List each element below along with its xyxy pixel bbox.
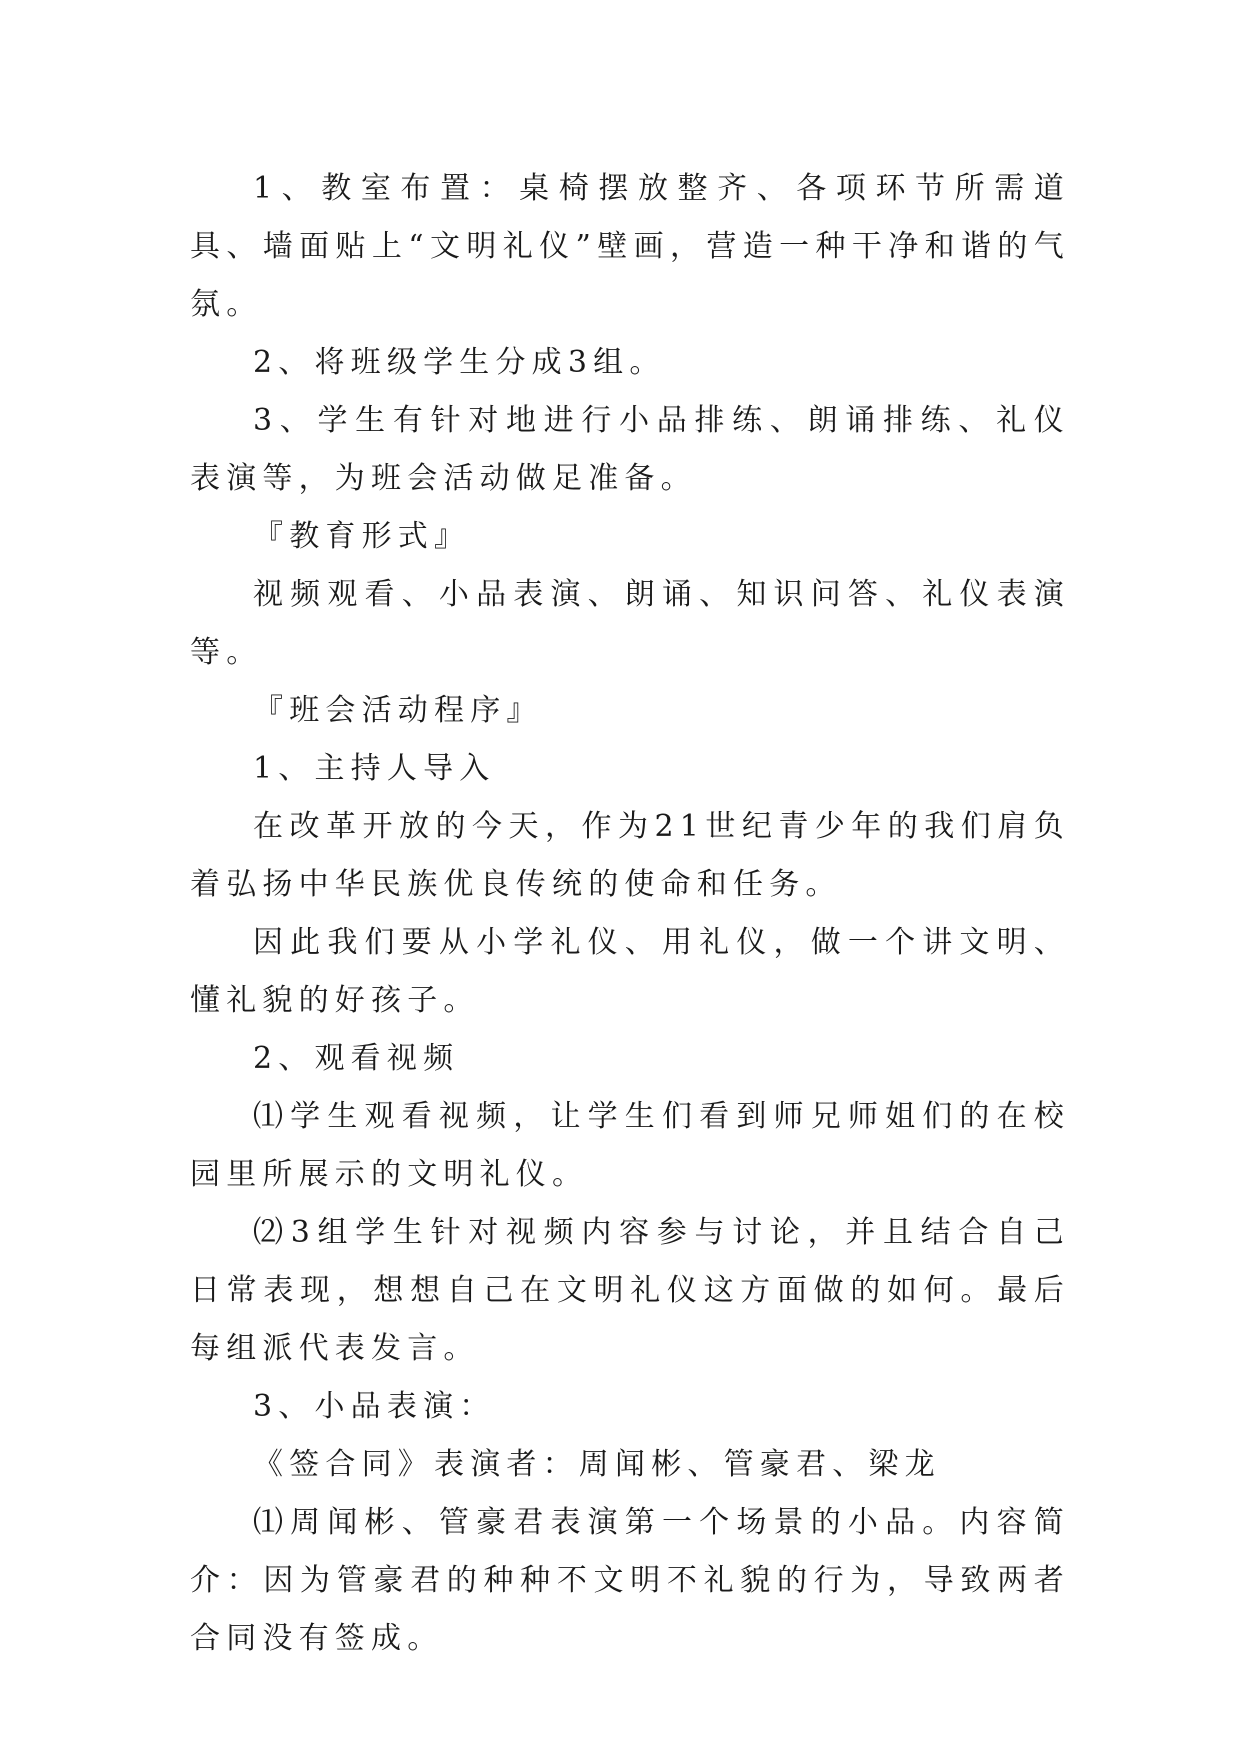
paragraph-classroom-setup: 1、教室布置：桌椅摆放整齐、各项环节所需道具、墙面贴上“文明礼仪”壁画，营造一种干净和谐的气氛。 xyxy=(190,171,1070,322)
paragraph-watch-video-2: ⑵3组学生针对视频内容参与讨论，并且结合自己日常表现，想想自己在文明礼仪这方面做的如何。最后每组派代表发言。 xyxy=(190,1215,1070,1366)
paragraph-skit-scene-1: ⑴周闻彬、管豪君表演第一个场景的小品。内容简介：因为管豪君的种种不文明不礼貌的行为，导致两者合同没有签成。 xyxy=(190,1505,1070,1656)
paragraph-host-intro-title: 1、主持人导入 xyxy=(253,751,496,786)
document-page xyxy=(190,160,1070,1668)
paragraph-education-form: 视频观看、小品表演、朗诵、知识问答、礼仪表演等。 xyxy=(190,577,1070,670)
paragraph-skit-title: 3、小品表演： xyxy=(253,1389,496,1424)
paragraph-etiquette-goal: 因此我们要从小学礼仪、用礼仪，做一个讲文明、懂礼貌的好孩子。 xyxy=(190,925,1070,1018)
paragraph-group-division: 2、将班级学生分成3组。 xyxy=(253,345,666,380)
paragraph-rehearsal: 3、学生有针对地进行小品排练、朗诵排练、礼仪表演等，为班会活动做足准备。 xyxy=(190,403,1070,496)
paragraph-host-intro: 在改革开放的今天，作为21世纪青少年的我们肩负着弘扬中华民族优良传统的使命和任务。 xyxy=(190,809,1070,902)
heading-education-form: 『教育形式』 xyxy=(253,519,471,554)
paragraph-watch-video-1: ⑴学生观看视频，让学生们看到师兄师姐们的在校园里所展示的文明礼仪。 xyxy=(190,1099,1070,1192)
paragraph-watch-video-title: 2、观看视频 xyxy=(253,1041,460,1076)
paragraph-skit-cast: 《签合同》表演者：周闻彬、管豪君、梁龙 xyxy=(253,1447,941,1482)
heading-activity-procedure: 『班会活动程序』 xyxy=(253,693,543,728)
